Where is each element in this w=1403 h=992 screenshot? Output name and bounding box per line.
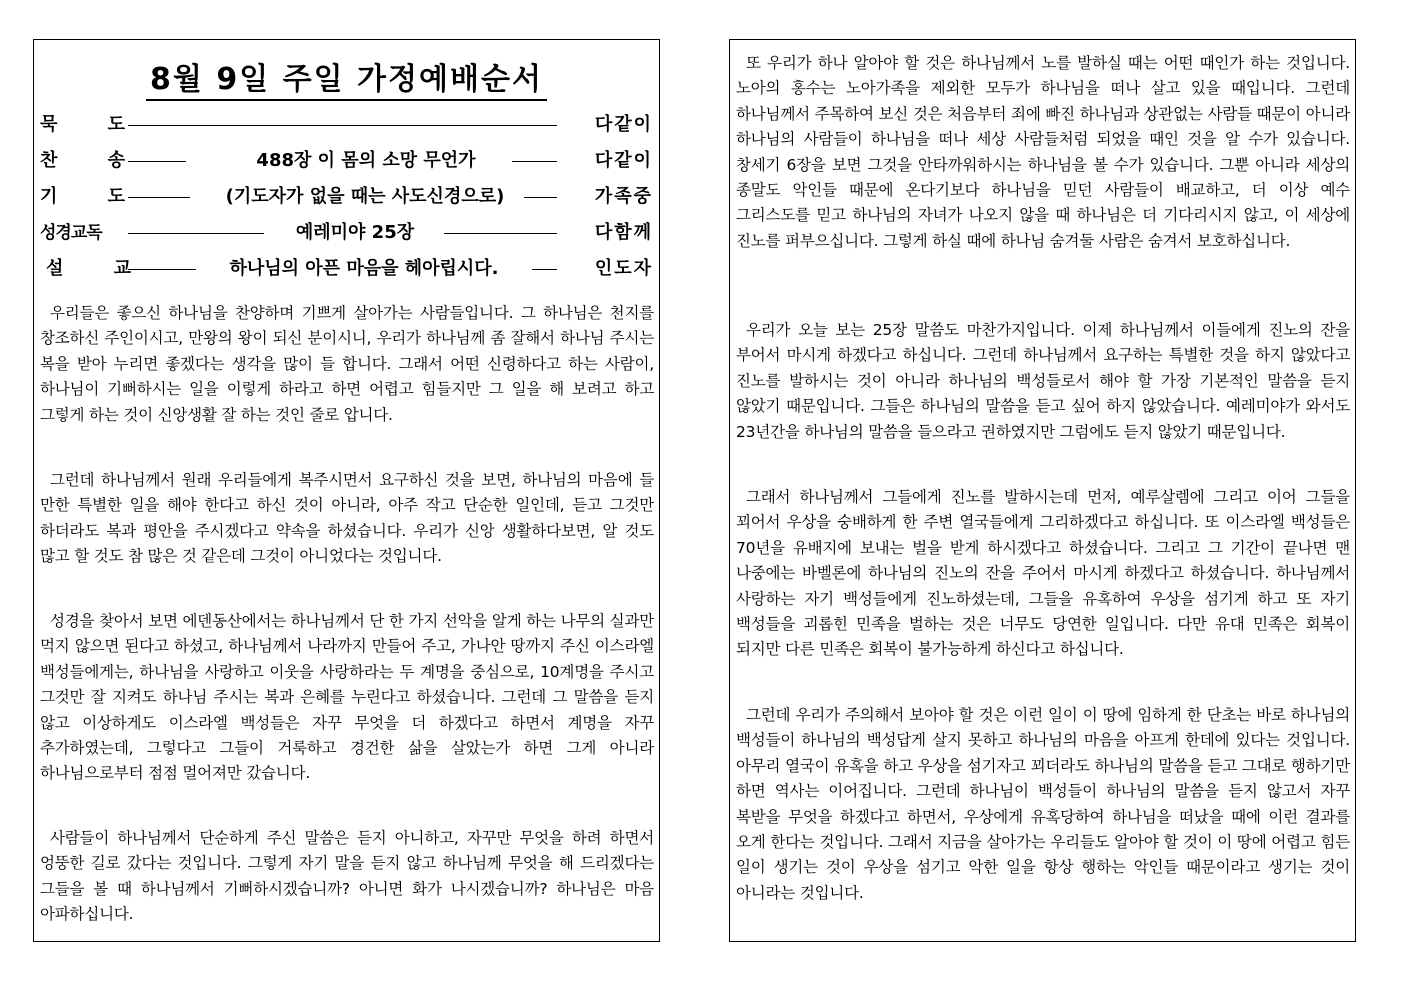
sermon-paragraph: 성경을 찾아서 보면 에덴동산에서는 하나님께서 단 한 가지 선악을 알게 하는 나무의 실과만 먹지 않으면 된다고 하셨고, 하나님께서 나라까지 만들어 주고, 가나안 땅까지 주신 이스라엘 백성들에게는, 하나님을 사랑하고 이웃을 사랑하라는 두 계명을 중심으로, 10계명을 주시고 그것만 잘 지켜도 하나님 주시는 복과 은혜를 누린다고 하셨습니다. 그런데 그 말씀을 듣지 않고 이상하게도 이스라엘 백성들은 자꾸 무엇을 더 하겠다고 하면서 계명을 자꾸 추가하였는데, 그렇다고 그들이 거룩하고 경건한 삶을 살았는가 하면 그게 아니라 하나님으로부터 점점 멀어져만 갔습니다. — [40, 612, 654, 783]
order-label: 설 교 — [46, 258, 154, 279]
order-label: 성경교독 — [40, 223, 102, 243]
order-row-sermon — [40, 254, 653, 284]
sermon-paragraph: 우리들은 좋으신 하나님을 찬양하며 기쁘게 살아가는 사람들입니다. 그 하나님은 천지를 창조하신 주인이시고, 만왕의 왕이 되신 분이시니, 우리가 하나님께 좀 잘해서 하나님 주시는 복을 받아 누리면 좋겠다는 생각을 많이 들 합니다. 그래서 어떤 신령하다고 하는 사람이, 하나님이 기뻐하시는 일을 이렇게 하라고 하면 어렵고 힘들지만 그 일을 해 보려고 하고 그렇게 하는 것이 신앙생활 잘 하는 것인 줄로 압니다. — [40, 304, 654, 424]
sermon-paragraph: 그래서 하나님께서 그들에게 진노를 발하시는데 먼저, 예루살렘에 그리고 이어 그들을 꾀어서 우상을 숭배하게 한 주변 열국들에게 그리하겠다고 하십니다. 또 이스라엘 백성들은 70년을 유배지에 보내는 벌을 받게 하시겠다고 하셨습니다. 그리고 그 기간이 끝나면 맨 나중에는 바벨론에 하나님의 진노의 잔을 주어서 마시게 하겠다고 하셨습니다. 하나님께서 사랑하는 자기 백성들에게 진노하셨는데, 그들을 유혹하여 우상을 섬기게 하고 또 자기 백성들을 괴롭힌 민족을 벌하는 것은 너무도 당연한 일입니다. 다만 유대 민족은 회복이 되지만 다른 민족은 회복이 불가능하게 하신다고 하십니다. — [736, 488, 1350, 659]
order-row-silent-prayer — [40, 110, 653, 140]
leader-line — [128, 197, 190, 198]
order-content: (기도자가 없을 때는 사도신경으로) — [225, 186, 505, 207]
order-label: 묵 도 — [40, 114, 148, 135]
right-page — [729, 39, 1356, 942]
order-content: 488장 이 몸의 소망 무언가 — [256, 150, 476, 171]
leader-line — [128, 233, 264, 234]
order-who: 다함께 — [594, 222, 653, 243]
sermon-paragraph: 우리가 오늘 보는 25장 말씀도 마찬가지입니다. 이제 하나님께서 이들에게 진노의 잔을 부어서 마시게 하겠다고 하십니다. 그런데 하나님께서 요구하는 특별한 것을 하지 않았다고 진노를 발하시는 것이 아니라 하나님의 백성들로서 해야 할 가장 기본적인 말씀을 듣지 않았기 때문입니다. 그들은 하나님의 말씀을 듣고 싶어 하지 않았습니다. 예레미야가 와서도 23년간을 하나님의 말씀을 들으라고 권하였지만 그럼에도 듣지 않았기 때문입니다. — [736, 321, 1350, 441]
leader-line — [524, 197, 557, 198]
sermon-paragraph: 그런데 하나님께서 원래 우리들에게 복주시면서 요구하신 것을 보면, 하나님의 마음에 들 만한 특별한 일을 해야 한다고 하신 것이 아니라, 아주 작고 단순한 일인데, 듣고 그것만 하더라도 복과 평안을 주시겠다고 약속을 하셨습니다. 우리가 신앙 생활하다보면, 알 것도 많고 할 것도 참 많은 것 같은데 그것이 아니었다는 것입니다. — [40, 471, 654, 566]
leader-line — [532, 269, 557, 270]
leader-line — [128, 269, 196, 270]
order-who: 인도자 — [594, 258, 653, 279]
sermon-paragraph: 그런데 우리가 주의해서 보아야 할 것은 이런 일이 이 땅에 임하게 한 단초는 바로 하나님의 백성들이 하나님의 백성답게 살지 못하고 하나님의 마음을 아프게 한데에 있다는 것입니다. 아무리 열국이 유혹을 하고 우상을 섬기자고 꾀더라도 하나님의 말씀을 듣고 그대로 행하기만 하면 역사는 이어집니다. 그런데 하나님이 백성들이 하나님의 말씀을 듣지 않고서 자꾸 복받을 무엇을 하겠다고 하면서, 우상에게 유혹당하여 하나님을 떠났을 때에 이런 결과를 오게 한다는 것입니다. 그래서 지금을 살아가는 우리들도 알아야 할 것이 이 땅에 어렵고 힘든 일이 생기는 것이 우상을 섬기고 악한 일을 항상 행하는 악인들 때문이라고 생기는 것이 아니라는 것입니다. — [736, 706, 1350, 902]
page-title — [34, 54, 659, 98]
order-who: 가족중 — [594, 186, 653, 207]
leader-line — [444, 233, 557, 234]
order-row-responsive-reading — [40, 218, 653, 248]
title-text: 8월 9일 주일 가정예배순서 — [146, 62, 547, 101]
order-row-prayer — [40, 182, 653, 212]
sermon-paragraph: 사람들이 하나님께서 단순하게 주신 말씀은 듣지 아니하고, 자꾸만 무엇을 하려 하면서 엉뚱한 길로 갔다는 것입니다. 그렇게 자기 말을 듣지 않고 하나님께 무엇을 해 드리겠다는 그들을 볼 때 하나님께서 기뻐하시겠습니까? 아니면 화가 나시겠습니까? 하나님은 마음 아파하십니다. — [40, 829, 654, 924]
order-who: 다같이 — [594, 114, 653, 135]
order-content: 하나님의 아픈 마음을 헤아립시다. — [229, 258, 499, 279]
order-row-hymn — [40, 146, 653, 176]
order-who: 다같이 — [594, 150, 653, 171]
sermon-paragraph: 또 우리가 하나 알아야 할 것은 하나님께서 노를 발하실 때는 어떤 때인가 하는 것입니다. 노아의 홍수는 노아가족을 제외한 모두가 하나님을 떠나 살고 있을 때입니다. 그런데 하나님께서 주목하여 보신 것은 처음부터 죄에 빠진 하나님과 상관없는 사람들 때문이 아니라 하나님의 사람들이 하나님을 떠나 세상 사람들처럼 되었을 때인 것을 알 수가 있습니다. 창세기 6장을 보면 그것을 안타까워하시는 하나님을 볼 수가 있습니다. 그뿐 아니라 세상의 종말도 악인들 때문에 온다기보다 하나님을 믿던 사람들이 배교하고, 더 이상 예수 그리스도를 믿고 하나님의 자녀가 나오지 않을 때 하나님은 더 기다리시지 않고, 이 세상에 진노를 퍼부으십니다. 그렇게 하실 때에 하나님 숨겨둘 사람은 숨겨서 보호하십니다. — [736, 54, 1350, 250]
left-page — [33, 39, 660, 942]
leader-line — [512, 161, 557, 162]
order-label: 찬 송 — [40, 150, 148, 171]
order-label: 기 도 — [40, 186, 148, 207]
leader-line — [128, 125, 557, 126]
leader-line — [128, 161, 186, 162]
order-content: 예레미야 25장 — [295, 222, 415, 243]
